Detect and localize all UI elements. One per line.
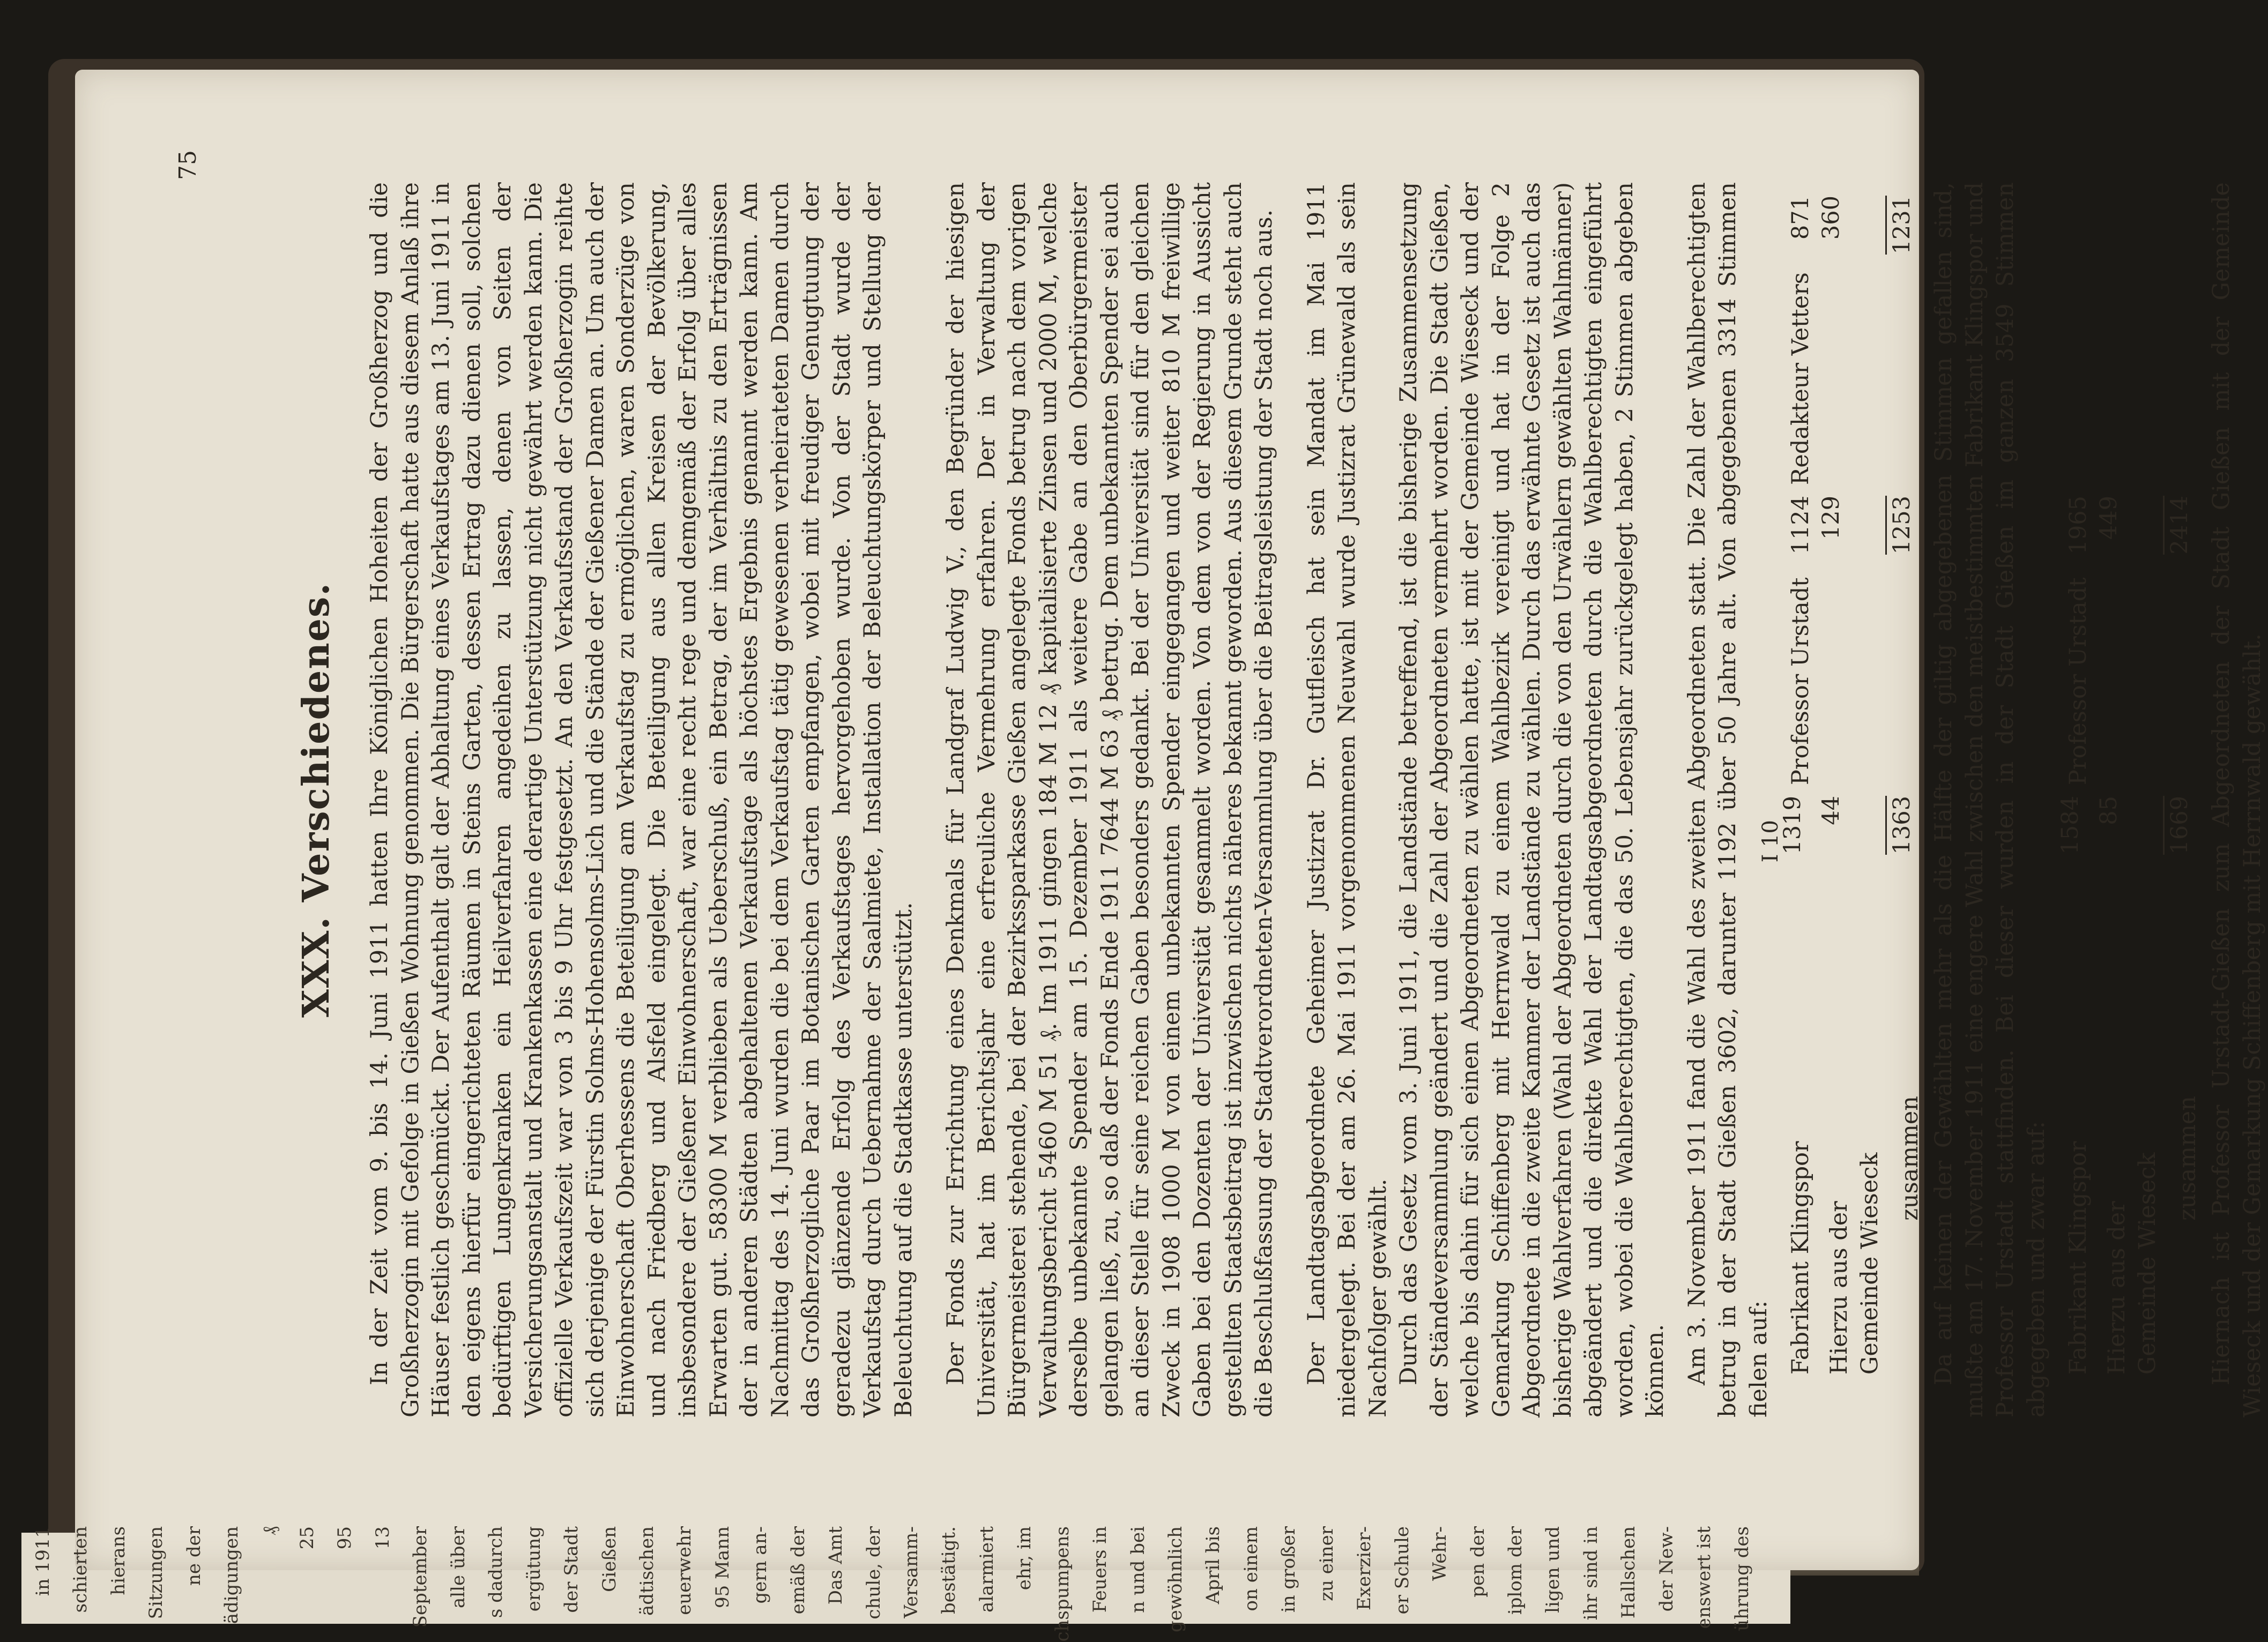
left-page-text-fragment: emäß der: [787, 1526, 809, 1615]
body-text: [365, 182, 2268, 1417]
left-page-text-fragment: chule, der: [862, 1526, 884, 1619]
row-label: Fabrikant Klingspor: [2065, 1141, 2092, 1375]
section-title: XXX. Verschiedenes.: [295, 582, 338, 1018]
paragraph-ergebnis: Hiernach ist Professor Urstadt-Gießen zum Abgeordneten der Stadt Gießen mit der Gemeinde Wieseck und der Gemarkung Schiffenberg mit Herrnwald gewählt.: [2208, 182, 2266, 1417]
left-page-text-fragment: April bis: [1202, 1526, 1224, 1604]
paragraph-gesetz: Durch das Gesetz vom 3. Juni 1911, die Landstände betreffend, ist die bisherige Zusammensetzung der Ständeversammlung geändert und die Zahl der Abgeordneten vermehrt worden. Die Stadt Gießen, welche bis dahin für sich einen Abgeordneten zu wählen hatte, ist mit der Gemeinde Wieseck und der Gemarkung Schiffenberg mit Herrnwald zu einem Wahlbezirk vereinigt und hat in der Folge 2 Abgeordnete in die zweite Kammer der Landstände zu wählen. Durch das erwähnte Gesetz ist auch das bisherige Wahlverfahren (Wahl der Abgeordneten durch die von den Urwählern gewählten Wahlmänner) abgeändert und die direkte Wahl der Landtagsabgeordneten durch die Wahlberechtigten eingeführt worden, wobei die Wahlberechtigten, die das 50. Lebensjahr zurückgelegt haben, 2 Stimmen abgeben können.: [1395, 182, 1669, 1417]
election-table-2: [2055, 182, 2203, 1417]
left-page-text-fragment: Das Amt: [825, 1526, 847, 1605]
vote-count: 1124: [1787, 496, 1814, 555]
sum-value: 1231: [1885, 196, 1917, 255]
left-page-text-fragment: Wehr-: [1429, 1526, 1451, 1581]
paragraph-denkmal: Der Fonds zur Errichtung eines Denkmals für Landgraf Ludwig V., den Begründer der hiesigen Universität, hat im Berichtsjahr eine erfreuliche Vermehrung erfahren. Der in Verwaltung der Bürgermeisterei stehende, bei der Bezirkssparkasse Gießen angelegte Fonds betrug nach dem vorigen Verwaltungsbericht 5460 M 51 ₰. Im 1911 gingen 184 M 12 ₰ kapitalisierte Zinsen und 2000 M, welche derselbe unbekannte Spender am 15. Dezember 1911 als weitere Gabe an den Oberbürgermeister gelangen ließ, zu, so daß der Fonds Ende 1911 7644 M 63 ₰ betrug. Dem unbekannten Spender sei auch an dieser Stelle für seine reichen Gaben besonders gedankt. Bei der Universität sind für den gleichen Zweck in 1908 1000 M von einem unbekannten Spender eingegangen und weiter 810 M freiwillige Gaben bei den Dozenten der Universität gesammelt worden. Von dem von der Regierung in Aussicht gestellten Staatsbeitrag ist inzwischen nichts näheres bekannt geworden. Aus diesem Grunde steht auch die Beschlußfassung der Stadtverordneten-Versammlung über die Beitragsleistung der Stadt noch aus.: [942, 182, 1277, 1417]
left-page-text-fragment: alle über: [447, 1526, 469, 1608]
left-page-text-fragment: enswert ist: [1693, 1526, 1715, 1629]
table-row: [2094, 182, 2163, 1417]
page-content: [75, 70, 2266, 1570]
left-page-text-fragment: 13: [371, 1526, 393, 1550]
left-page-text-fragment: on einem: [1240, 1526, 1262, 1611]
left-page-text-fragment: der New-: [1655, 1526, 1677, 1612]
left-page-text-fragment: Versamm-: [901, 1526, 922, 1618]
sum-value: 1363: [1885, 796, 1917, 855]
table-row: [1816, 182, 1885, 1417]
paragraph-mandat: Der Landtagsabgeordnete Geheimer Justizrat Dr. Gutfleisch hat sein Mandat im Mai 1911 niedergelegt. Bei der am 26. Mai 1911 vorgenommenen Neuwahl wurde Justizrat Grünewald als sein Nachfolger gewählt.: [1303, 182, 1392, 1417]
candidate-name: Redakteur Vetters: [1787, 272, 1814, 485]
table-sum-row: [1885, 182, 1925, 1417]
left-page-text-fragment: September: [410, 1526, 432, 1628]
left-page-text-fragment: in 1911: [32, 1526, 54, 1596]
left-page-text-fragment: ädtischen: [636, 1526, 658, 1616]
left-page-text-fragment: Hallschen: [1618, 1526, 1640, 1619]
vote-count: 129: [1818, 496, 1845, 540]
vote-count: 44: [1818, 796, 1845, 825]
left-page-text-fragment: Exerzier-: [1354, 1526, 1375, 1611]
left-page-text-fragment: Sitzungen: [145, 1526, 167, 1619]
left-page-text-fragment: iplom der: [1504, 1526, 1526, 1615]
sum-value: 1253: [1885, 496, 1917, 555]
vote-count: 1319: [1779, 796, 1806, 855]
left-page-text-fragment: ne der: [183, 1526, 205, 1586]
left-page-text-fragment: n und bei: [1127, 1526, 1149, 1613]
sum-value: 2414: [2163, 496, 2195, 555]
left-page-text-fragment: schierten: [70, 1526, 92, 1613]
sum-label: zusammen: [1897, 1096, 1923, 1221]
left-page-text-fragment: in großer: [1278, 1526, 1300, 1613]
left-page-text-fragment: ₰: [258, 1526, 280, 1535]
left-page-text-fragment: 25: [296, 1526, 318, 1550]
vote-count: 871: [1787, 196, 1814, 240]
left-page-text-fragment: ädigungen: [221, 1526, 243, 1624]
row-label: Fabrikant Klingspor: [1787, 1141, 1814, 1375]
left-page-text-fragment: 95 Mann: [711, 1526, 733, 1608]
left-page-text-fragment: ergütung: [523, 1526, 545, 1612]
signature-mark: I 10: [1758, 820, 1783, 863]
candidate-name: Professor Urstadt: [2065, 577, 2092, 785]
left-page-text-fragment: der Stadt: [561, 1526, 583, 1613]
left-page-text-fragment: ligen und: [1542, 1526, 1564, 1613]
left-page-text-fragment: Gießen: [598, 1526, 620, 1592]
row-label: Hierzu aus der Gemeinde Wieseck: [1826, 1152, 1883, 1375]
left-page-text-fragment: s dadurch: [485, 1526, 507, 1618]
vote-count: 1965: [2065, 496, 2092, 555]
paragraph-wahl: Am 3. November 1911 fand die Wahl des zweiten Abgeordneten statt. Die Zahl der Wahlberechtigten betrug in der Stadt Gießen 3602, darunter 1192 über 50 Jahre alt. Von abgegebenen 3314 Stimmen fielen auf:: [1683, 182, 1772, 1417]
left-page-text-fragment: hierans: [107, 1526, 129, 1595]
left-page-text-fragment: er Schule: [1391, 1526, 1413, 1615]
table-sum-row: [2163, 182, 2203, 1417]
left-page-text-fragment: zu einer: [1315, 1526, 1337, 1601]
vote-count: 1584: [2057, 796, 2084, 855]
left-page-text-fragment: ührung des: [1731, 1526, 1753, 1631]
vote-count: 449: [2095, 496, 2122, 540]
candidate-name: Professor Urstadt: [1787, 577, 1814, 785]
left-page-text-fragment: pen der: [1467, 1526, 1489, 1598]
left-page-text-fragment: Feuers in: [1089, 1526, 1111, 1613]
left-page-text-fragment: euerwehr: [674, 1526, 696, 1615]
left-page-text-fragment: alarmiert: [976, 1526, 998, 1613]
left-page-text-fragment: ihr sind in: [1580, 1526, 1602, 1621]
vote-count: 85: [2095, 796, 2122, 825]
left-page-text-fragment: ehr, im: [1014, 1526, 1036, 1591]
paragraph-verkaufstag: In der Zeit vom 9. bis 14. Juni 1911 hatten Ihre Königlichen Hoheiten der Großherzog und die Großherzogin mit Gefolge in Gießen Wohnung genommen. Die Bürgerschaft hatte aus diesem Anlaß ihre Häuser festlich geschmückt. Der Aufenthalt galt der Abhaltung eines Verkaufstages am 13. Juni 1911 in den eigens hierfür eingerichteten Räumen in Steins Garten, dessen Ertrag dazu dienen soll, solchen bedürftigen Lungenkranken ein Heilverfahren angedeihen zu lassen, denen von Seiten der Versicherungsanstalt und Krankenkassen eine derartige Unterstützung nicht gewährt werden kann. Die offizielle Verkaufszeit war von 3 bis 9 Uhr festgesetzt. An den Verkaufsstand der Großherzogin reihte sich derjenige der Fürstin Solms-Hohensolms-Lich und die Stände der Gießener Damen an. Um auch der Einwohnerschaft Oberhessens die Beteiligung am Verkaufstag zu ermöglichen, waren Sonderzüge von und nach Friedberg und Alsfeld eingelegt. Die Beteiligung aus allen Kreisen der Bevölkerung, insbesondere der Gießener Einwohnerschaft, war eine recht rege und demgemäß der Erfolg über alles Erwarten gut. 58300 M verblieben als Ueberschuß, ein Betrag, der im Verhältnis zu den Erträgnissen der in anderen Städten abgehaltenen Verkaufstage als höchstes Ergebnis genannt werden kann. Am Nachmittag des 14. Juni wurden die bei dem Verkaufstag tätig gewesenen verheirateten Damen durch das Großherzogliche Paar im Botanischen Garten empfangen, wobei mit freudiger Genugtuung der geradezu glänzende Erfolg des Verkaufstages hervorgehoben wurde. Von der Stadt wurde der Verkaufstag durch Uebernahme der Saalmiete, Installation der Beleuchtungskörper und Stellung der Beleuchtung auf die Stadtkasse unterstützt.: [366, 182, 917, 1417]
left-page-text-fragment: chspumpens: [1051, 1526, 1073, 1642]
election-table-1: [1778, 182, 1925, 1417]
left-page-text-fragment: gern an-: [749, 1526, 771, 1604]
page-number: 75: [174, 150, 202, 180]
sum-value: 1669: [2163, 796, 2195, 855]
row-label: Hierzu aus der Gemeinde Wieseck: [2103, 1152, 2161, 1375]
table-row: [1778, 182, 1816, 1417]
sum-label: zusammen: [2174, 1096, 2201, 1221]
left-page-fragment: [21, 1522, 1790, 1642]
left-page-text-fragment: bestätigt.: [938, 1526, 960, 1615]
left-page-text-fragment: gewöhnlich: [1165, 1526, 1187, 1632]
left-page-text-fragment: 95: [334, 1526, 356, 1550]
vote-count: 360: [1818, 196, 1845, 240]
table-row: [2055, 182, 2094, 1417]
paragraph-stichwahl: Da auf keinen der Gewählten mehr als die Hälfte der giltig abgegebenen Stimmen gefallen sind, mußte am 17. November 1911 eine engere Wahl zwischen den meistbestimmten Fabrikant Klingspor und Professor Urstadt stattfinden. Bei dieser wurden in der Stadt Gießen im ganzen 3549 Stimmen abgegeben und zwar auf:: [1930, 182, 2050, 1417]
